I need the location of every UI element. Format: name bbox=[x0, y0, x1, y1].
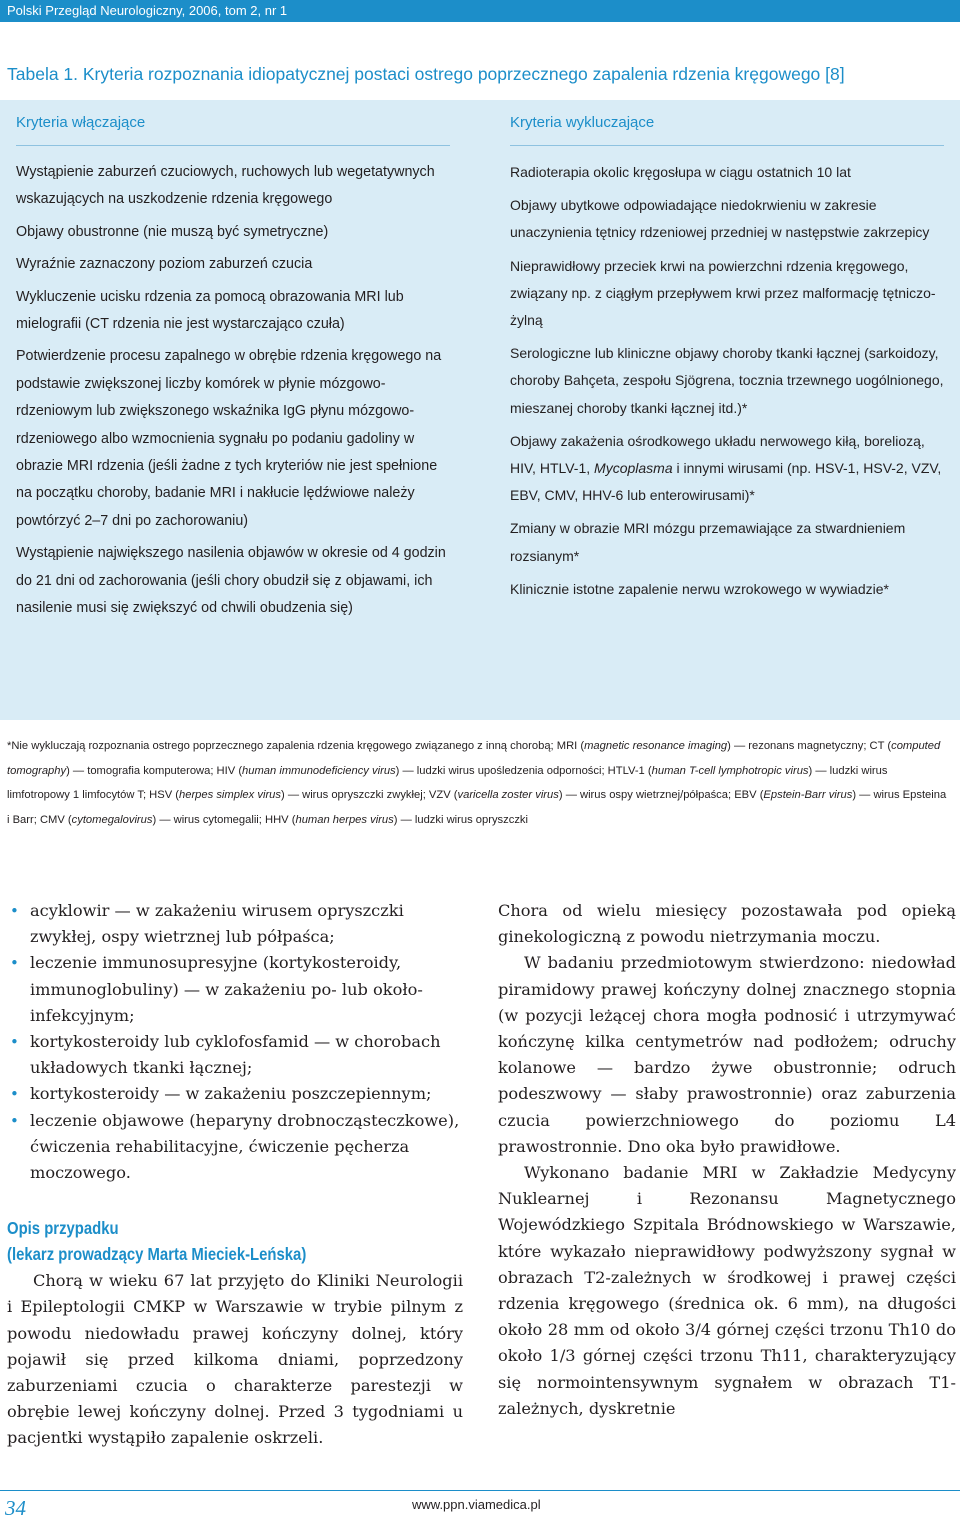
included-criterion: Wykluczenie ucisku rdzenia za pomocą obrazowania MRI lub mielografii (CT rdzenia nie jest wystarczająco czuła) bbox=[16, 288, 404, 333]
footnote-term: cytomegalovirus bbox=[71, 813, 153, 826]
table-title: Tabela 1. Kryteria rozpoznania idiopatycznej postaci ostrego poprzecznego zapalenia rdzenia kręgowego [8] bbox=[7, 64, 845, 84]
website-link[interactable]: www.ppn.viamedica.pl bbox=[412, 1497, 541, 1512]
footnote-term: computed tomography bbox=[7, 740, 941, 777]
footnote-term: Epstein-Barr virus bbox=[763, 789, 853, 802]
treatment-bullet-list bbox=[7, 898, 463, 1186]
case-doctor-subtitle: (lekarz prowadzący Marta Mieciek-Leńska) bbox=[7, 1244, 307, 1265]
included-criterion: Wystąpienie zaburzeń czuciowych, ruchowych lub wegetatywnych wskazujących na uszkodzenie rdzenia kręgowego bbox=[16, 164, 435, 208]
bullet-text: kortykosteroidy — w zakażeniu poszczepiennym; bbox=[30, 1084, 432, 1104]
included-criteria-column bbox=[16, 114, 456, 628]
footnote-text: ) — wirus opryszczki zwykłej; VZV ( bbox=[280, 789, 458, 802]
excluded-criteria-header: Kryteria wykluczające bbox=[510, 114, 655, 131]
excluded-criterion: Radioterapia okolic kręgosłupa w ciągu ostatnich 10 lat bbox=[510, 164, 851, 180]
treatment-bullet bbox=[7, 1108, 463, 1187]
excluded-criterion: Klinicznie istotne zapalenie nerwu wzrokowego w wywiadzie* bbox=[510, 580, 889, 597]
bullet-dot-icon: • bbox=[10, 902, 19, 920]
footnote-text: *Nie wykluczają rozpoznania ostrego poprzecznego zapalenia rdzenia kręgowego związanego z inną chorobą; MRI ( bbox=[7, 740, 585, 752]
footnote-text: ) — ludzki wirus limfotropowy 1 limfocytów T; HSV ( bbox=[7, 764, 888, 802]
excluded-criterion: Serologiczne lub kliniczne objawy choroby tkanki łącznej (sarkoidozy, choroby Bahçeta, zespołu Sjögrena, tocznia trzewnego uogólnionego, mieszanej choroby tkanki łącznej itd.)* bbox=[510, 345, 944, 416]
footnote-text: ) — wirus Epsteina i Barr; CMV ( bbox=[7, 789, 947, 826]
column-divider bbox=[16, 145, 450, 146]
column-divider bbox=[510, 145, 944, 146]
footnote-text: ) — wirus ospy wietrznej/półpaśca; EBV ( bbox=[558, 789, 764, 802]
body-right-column bbox=[498, 898, 956, 1422]
journal-citation: Polski Przegląd Neurologiczny, 2006, tom 2, nr 1 bbox=[7, 3, 288, 18]
paragraph: Wykonano badanie MRI w Zakładzie Medycyny Nuklearnej i Rezonansu Magnetycznego Wojewódzkiego Szpitala Bródnowskiego w Warszawie, które wykazało nieprawidłowy podwyższony sygnał w obrazach T2-zależnych w środkowej i prawej części rdzenia kręgowego (średnica ok. 6 mm), na długości około 28 mm od około 3/4 górnej części trzonu Th10 do około 1/3 górnej części trzonu Th11, charakteryzujący się normointensywnym sygnałem w obrazach T1-zależnych, dyskretnie bbox=[498, 1163, 956, 1418]
bullet-text: kortykosteroidy lub cyklofosfamid — w chorobach układowych tkanki łącznej; bbox=[30, 1032, 441, 1078]
excluded-criteria-list bbox=[510, 159, 950, 603]
included-criterion: Potwierdzenie procesu zapalnego w obrębie rdzenia kręgowego na podstawie zwiększonej liczby komórek w płynie mózgowo-rdzeniowym lub zwiększonego wskaźnika IgG płynu mózgowo-rdzeniowego albo wzmocnienia sygnału po podaniu gadoliny w obrazie MRI rdzenia (jeśli żadne z tych kryteriów nie jest spełnione na początku choroby, badanie MRI i nakłucie lędźwiowe należy powtórzyć 2–7 dni po zachorowaniu) bbox=[16, 348, 442, 529]
criterion-text: i innymi wirusami (np. HSV-1, HSV-2, VZV, EBV, CMV, HHV-6 lub enterowirusami)* bbox=[510, 460, 942, 504]
bullet-dot-icon: • bbox=[10, 1111, 19, 1130]
treatment-bullet bbox=[7, 950, 463, 1029]
included-criterion: Objawy obustronne (nie muszą być symetryczne) bbox=[16, 223, 329, 240]
included-criteria-header: Kryteria włączające bbox=[16, 114, 146, 131]
body-left-column bbox=[7, 898, 463, 1452]
footnote-text: ) — tomografia komputerowa; HIV ( bbox=[66, 764, 243, 777]
bullet-dot-icon: • bbox=[10, 954, 19, 973]
included-criteria-list bbox=[16, 159, 456, 623]
footnote-text: ) — ludzki wirus upośledzenia odporności; HTLV-1 ( bbox=[395, 764, 652, 777]
excluded-criterion bbox=[510, 428, 950, 510]
footnote-term: human T-cell lymphotropic virus bbox=[651, 764, 809, 777]
treatment-bullet bbox=[7, 1081, 463, 1107]
treatment-bullet bbox=[7, 1029, 463, 1081]
bullet-text: leczenie immunosupresyjne (kortykosteroidy, immunoglobuliny) — w zakażeniu po- lub około-infekcyjnym; bbox=[30, 953, 423, 1025]
case-title: Opis przypadku bbox=[7, 1218, 119, 1239]
included-criterion: Wyraźnie zaznaczony poziom zaburzeń czucia bbox=[16, 256, 313, 273]
treatment-bullet bbox=[7, 898, 463, 950]
paragraph: W badaniu przedmiotowym stwierdzono: niedowład piramidowy prawej kończyny dolnej znacznego stopnia (w pozycji leżącej chora mogła podnosić i utrzymywać kończynę kilka centymetrów nad podłożem; odruchy kolanowe — bardzo żywe obustronnie; odruch podeszwowy — słaby prawostronnie) oraz zaburzenia czucia powierzchniowego do poziomu L4 prawostronnie. Dno oka było prawidłowe. bbox=[498, 953, 956, 1156]
excluded-criteria-column bbox=[510, 114, 950, 609]
excluded-criterion: Zmiany w obrazie MRI mózgu przemawiające za stwardnieniem rozsianym* bbox=[510, 520, 906, 564]
bullet-text: leczenie objawowe (heparyny drobnocząsteczkowe), ćwiczenia rehabilitacyjne, ćwiczenie pęcherza moczowego. bbox=[30, 1110, 460, 1183]
criterion-italic-term: Mycoplasma bbox=[594, 460, 673, 477]
criterion-text: Objawy zakażenia ośrodkowego układu nerwowego kiłą, boreliozą, HIV, HTLV-1, bbox=[510, 432, 925, 477]
footnote-text: ) — ludzki wirus opryszczki bbox=[393, 813, 529, 826]
footnote-term: human immunodeficiency virus bbox=[242, 764, 396, 777]
bullet-dot-icon: • bbox=[10, 1085, 19, 1104]
bullet-dot-icon: • bbox=[10, 1033, 19, 1052]
footnote-text: ) — rezonans magnetyczny; CT ( bbox=[727, 740, 892, 752]
included-criterion: Wystąpienie największego nasilenia objawów w okresie od 4 godzin do 21 dni od zachorowania (jeśli chory obudził się z objawami, ich nasilenie musi się zwiększyć od chwili obudzenia się) bbox=[16, 545, 446, 617]
excluded-criterion: Objawy ubytkowe odpowiadające niedokrwieniu w zakresie unaczynienia tętnicy rdzeniowej przedniej w następstwie zakrzepicy bbox=[510, 197, 930, 241]
footnote-term: human herpes virus bbox=[295, 813, 394, 826]
journal-header-bar bbox=[0, 0, 960, 22]
paragraph: Chora od wielu miesięcy pozostawała pod opieką ginekologiczną z powodu nietrzymania moczu. bbox=[498, 901, 956, 947]
table-footnote bbox=[7, 734, 947, 832]
excluded-criterion: Nieprawidłowy przeciek krwi na powierzchni rdzenia kręgowego, związany np. z ciągłym przepływem krwi przez malformację tętniczo-żylną bbox=[510, 257, 936, 329]
case-paragraph: Chorą w wieku 67 lat przyjęto do Kliniki Neurologii i Epileptologii CMKP w Warszawie w trybie pilnym z powodu niedowładu prawej kończyny dolnej, który pojawił się przed kilkoma dniami, poprzedzony zaburzeniami czucia o charakterze parestezji w obrębie lewej kończyny dolnej. Przed 3 tygodniami u pacjentki wystąpiło zapalenie oskrzeli. bbox=[7, 1271, 463, 1448]
bullet-text: acyklowir — w zakażeniu wirusem opryszczki zwykłej, ospy wietrznej lub półpaśca; bbox=[30, 901, 404, 947]
footnote-term: herpes simplex virus bbox=[179, 789, 281, 802]
footer-rule bbox=[0, 1490, 960, 1491]
page-number: 34 bbox=[5, 1496, 26, 1520]
footnote-text: ) — wirus cytomegalii; HHV ( bbox=[152, 813, 296, 826]
footnote-term: varicella zoster virus bbox=[457, 789, 559, 802]
footnote-term: magnetic resonance imaging bbox=[584, 740, 728, 752]
